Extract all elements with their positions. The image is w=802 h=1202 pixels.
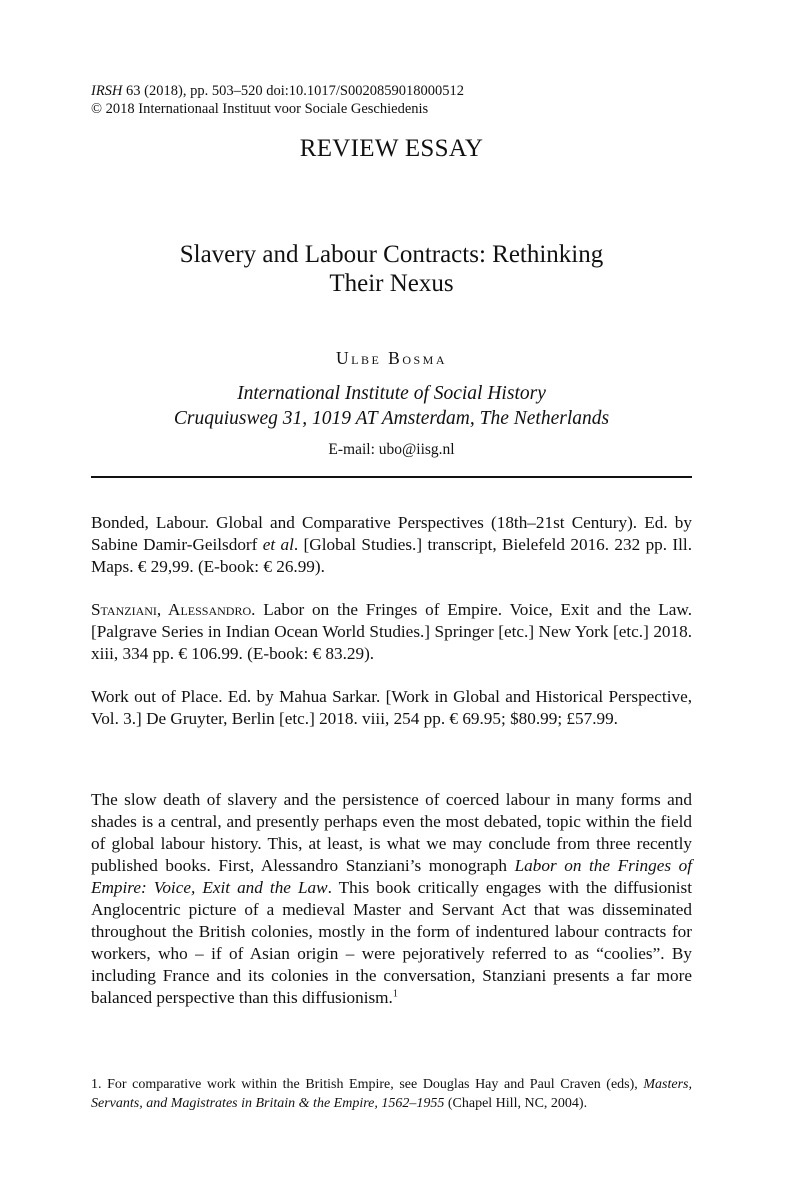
- horizontal-rule: [91, 476, 692, 478]
- reviewed-book-3: Work out of Place. Ed. by Mahua Sarkar. [Work in Global and Historical Perspective, Vol. 3.] De Gruyter, Berlin [etc.] 2018. viii, 254 pp. € 69.95; $80.99; £57.99.: [91, 687, 692, 728]
- footnote-reference[interactable]: 1: [392, 988, 398, 1000]
- section-title: REVIEW ESSAY: [299, 135, 484, 162]
- author-email: E-mail: ubo@iisg.nl: [328, 441, 455, 458]
- copyright-line: © 2018 Internationaal Instituut voor Sociale Geschiedenis: [91, 101, 429, 117]
- journal-citation: 63 (2018), pp. 503–520 doi:10.1017/S0020859018000512: [122, 83, 464, 99]
- journal-header: [91, 82, 464, 118]
- title-line-1: Slavery and Labour Contracts: Rethinking: [179, 241, 604, 268]
- citation-line: [91, 82, 464, 100]
- footnote-number: 1.: [91, 1077, 102, 1092]
- title-line-2: Their Nexus: [329, 270, 454, 297]
- reviewed-book-author: Stanziani, Alessandro: [91, 600, 252, 619]
- author-affiliation: [91, 381, 692, 431]
- footnote: 1. For comparative work within the British Empire, see Douglas Hay and Paul Craven (eds), Masters, Servants, and Magistrates in Britain & the Empire, 1562–1955 (Chapel Hill, NC, 2004).: [91, 1077, 692, 1111]
- affiliation-line-1: International Institute of Social History: [237, 383, 546, 404]
- body-paragraph: The slow death of slavery and the persistence of coerced labour in many forms and shades is a central, and presently perhaps even the most debated, topic within the field of global labour history. This, at least, is what we may conclude from three recently published books. First, Alessandro Stanziani’s monograph Labor on the Fringes of Empire: Voice, Exit and the Law. This book critically engages with the diffusionist Anglocentric picture of a medieval Master and Servant Act that was disseminated throughout the British colonies, mostly in the form of indentured labour contracts for workers, who – if of Asian origin – were pejoratively referred to as “coolies”. By including France and its colonies in the conversation, Stanziani presents a far more balanced perspective than this diffusionism.$^1$: [91, 790, 692, 1007]
- reviewed-book-2: Stanziani, Alessandro. Labor on the Fringes of Empire. Voice, Exit and the Law. [Palgrave Series in Indian Ocean World Studies.] Springer [etc.] New York [etc.] 2018. xiii, 334 pp. € 106.99. (E-book: € 83.29).: [91, 600, 692, 663]
- journal-abbrev: IRSH: [91, 83, 123, 99]
- reviewed-book-1: Bonded, Labour. Global and Comparative Perspectives (18th–21st Century). Ed. by Sabine Damir-Geilsdorf et al. [Global Studies.] transcript, Bielefeld 2016. 232 pp. Ill. Maps. € 29,99. (E-book: € 26.99).: [91, 513, 693, 576]
- author-name: Ulbe Bosma: [335, 348, 448, 368]
- reviewed-books: [91, 512, 692, 751]
- book-title-italic: Labor on the Fringes of Empire: Voice, Exit and the Law: [91, 856, 692, 897]
- affiliation-line-2: Cruquiusweg 31, 1019 AT Amsterdam, The Netherlands: [173, 408, 610, 429]
- article-title: [91, 240, 692, 298]
